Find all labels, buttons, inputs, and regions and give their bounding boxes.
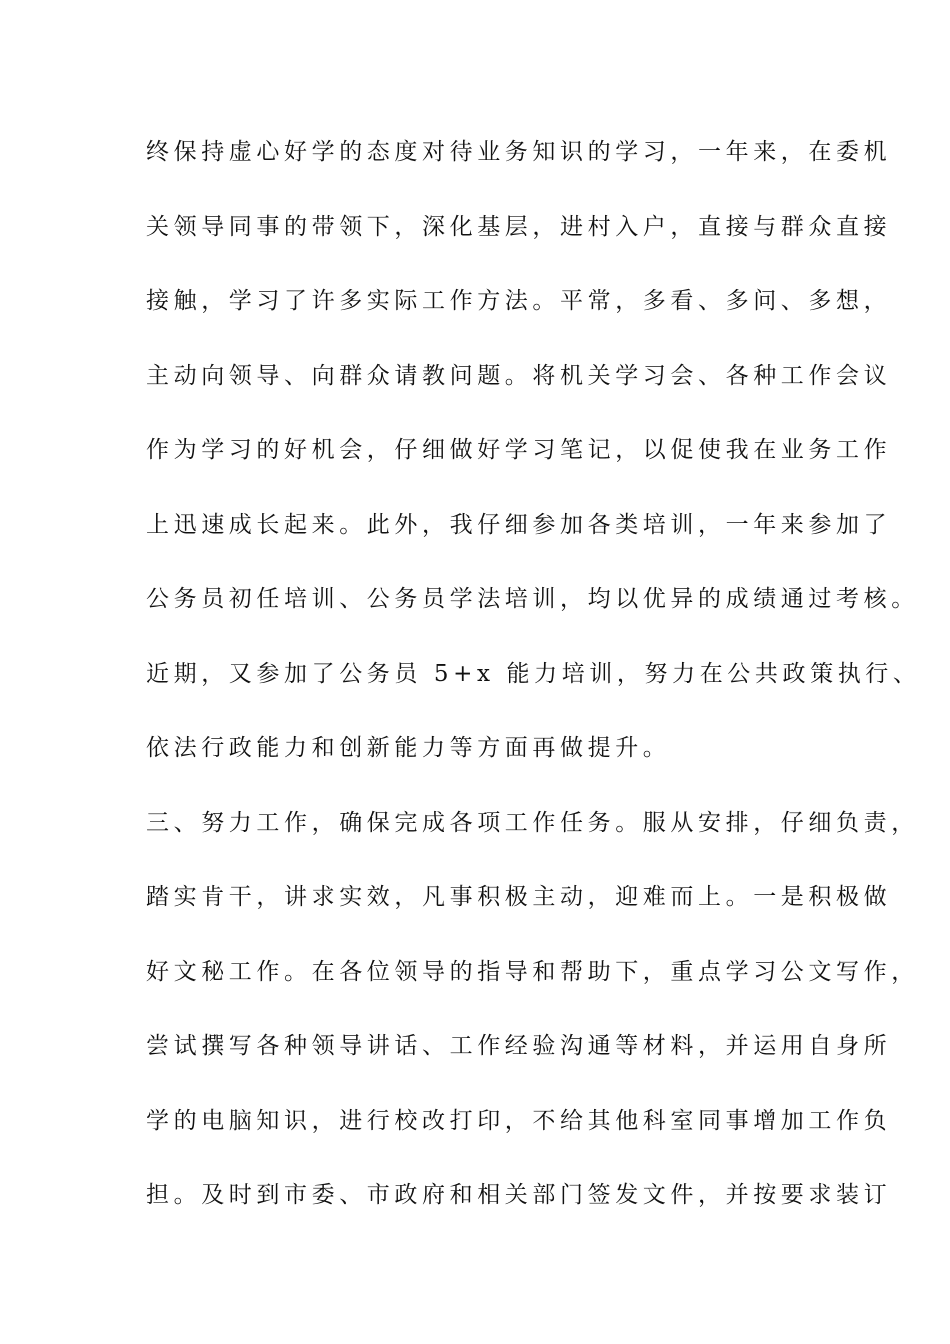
text-line: 踏实肯干，讲求实效，凡事积极主动，迎难而上。一是积极做 xyxy=(146,884,892,910)
text-line: 公务员初任培训、公务员学法培训，均以优异的成绩通过考核。 xyxy=(146,586,919,612)
text-line: 近期，又参加了公务员 5+x 能力培训，努力在公共政策执行、 xyxy=(146,660,921,687)
text-line: 好文秘工作。在各位领导的指导和帮助下，重点学习公文写作， xyxy=(146,958,919,985)
text-line: 上迅速成长起来。此外，我仔细参加各类培训，一年来参加了 xyxy=(146,511,892,538)
body-text xyxy=(146,128,921,1246)
text-line: 学的电脑知识，进行校改打印，不给其他科室同事增加工作负 xyxy=(146,1107,892,1134)
text-line: 终保持虚心好学的态度对待业务知识的学习，一年来，在委机 xyxy=(146,139,892,165)
text-line: 关领导同事的带领下，深化基层，进村入户，直接与群众直接 xyxy=(146,213,892,240)
text-line: 担。及时到市委、市政府和相关部门签发文件，并按要求装订 xyxy=(146,1182,892,1208)
text-line: 接触，学习了许多实际工作方法。平常，多看、多问、多想， xyxy=(146,288,892,314)
text-line: 依法行政能力和创新能力等方面再做提升。 xyxy=(146,735,671,761)
text-line: 尝试撰写各种领导讲话、工作经验沟通等材料，并运用自身所 xyxy=(146,1033,892,1059)
text-line: 三、努力工作，确保完成各项工作任务。服从安排，仔细负责， xyxy=(146,809,919,836)
text-line: 主动向领导、向群众请教问题。将机关学习会、各种工作会议 xyxy=(146,362,892,389)
text-line: 作为学习的好机会，仔细做好学习笔记，以促使我在业务工作 xyxy=(146,437,892,463)
